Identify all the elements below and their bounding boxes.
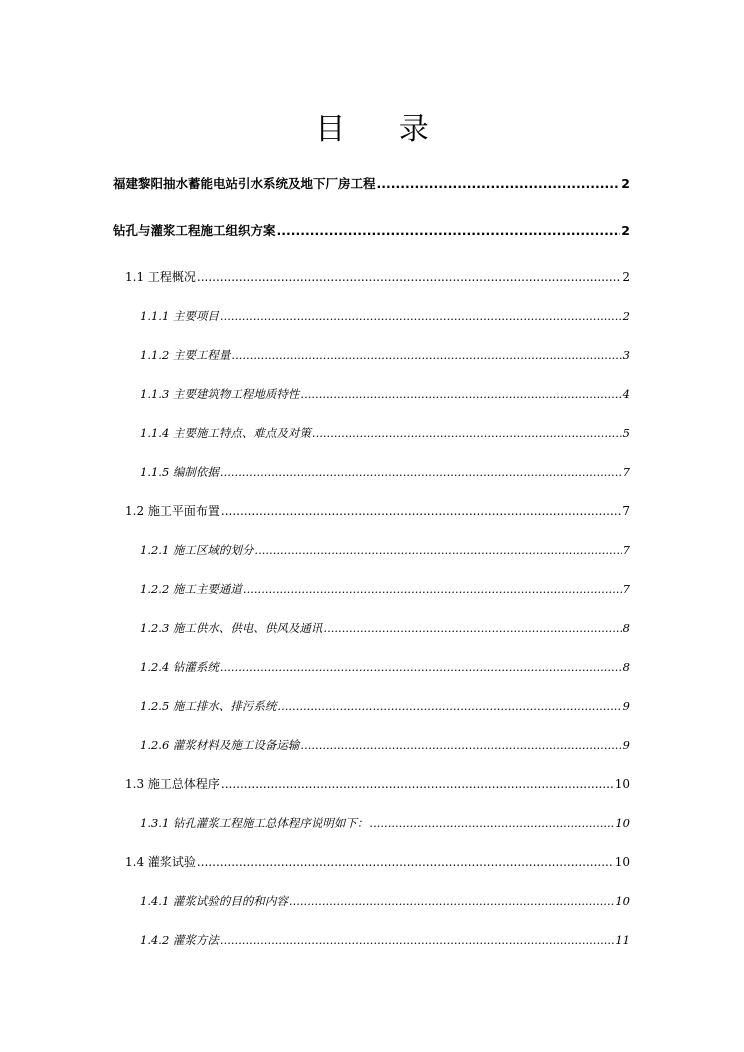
toc-page-number: 2	[621, 223, 630, 238]
toc-dot-leader	[243, 580, 622, 598]
toc-entry[interactable]	[140, 892, 630, 910]
toc-entry-label: 1.2.2 施工主要通道	[140, 582, 242, 596]
toc-entry-label: 1.1.2 主要工程量	[140, 348, 231, 362]
toc-entry-label: 1.2.3 施工供水、供电、供风及通讯	[140, 621, 323, 635]
toc-dot-leader	[289, 892, 614, 910]
toc-entry[interactable]	[140, 736, 630, 754]
toc-page-number: 8	[622, 660, 630, 674]
toc-dot-leader	[300, 736, 621, 754]
toc-entry[interactable]	[140, 931, 630, 949]
toc-page-number: 2	[621, 176, 630, 191]
toc-page-number: 10	[614, 855, 630, 869]
toc-page-number: 10	[614, 777, 630, 791]
toc-dot-leader	[231, 346, 621, 364]
toc-entry-label: 1.1.3 主要建筑物工程地质特性	[140, 387, 300, 401]
toc-entry[interactable]	[125, 853, 630, 871]
page-title: 目 录	[315, 112, 451, 147]
toc-entry[interactable]	[113, 222, 630, 240]
toc-dot-leader	[254, 541, 621, 559]
toc-entry[interactable]	[140, 463, 630, 481]
toc-entry-label: 1.1.5 编制依据	[140, 465, 219, 479]
toc-dot-leader	[323, 619, 621, 637]
toc-entry-label: 钻孔与灌浆工程施工组织方案	[113, 223, 276, 238]
toc-page-number: 7	[622, 504, 630, 518]
toc-page-number: 2	[622, 270, 630, 284]
toc-page-number: 8	[622, 621, 630, 635]
toc-entry-label: 1.2.1 施工区域的划分	[140, 543, 254, 557]
toc-entry[interactable]	[140, 697, 630, 715]
toc-dot-leader	[220, 931, 614, 949]
toc-dot-leader	[197, 268, 621, 286]
toc-page-number: 10	[615, 894, 630, 908]
toc-page-number: 5	[622, 426, 630, 440]
toc-entry[interactable]	[140, 385, 630, 403]
toc-entry-label: 1.2 施工平面布置	[125, 504, 220, 518]
toc-dot-leader	[220, 463, 622, 481]
toc-page-number: 11	[615, 933, 630, 947]
toc-entry[interactable]	[140, 541, 630, 559]
toc-dot-leader	[197, 853, 614, 871]
toc-page-number: 9	[622, 738, 630, 752]
toc-entry-label: 1.2.4 钻灌系统	[140, 660, 219, 674]
toc-dot-leader	[277, 222, 621, 240]
toc-dot-leader	[377, 175, 621, 193]
toc-dot-leader	[221, 502, 621, 520]
toc-dot-leader	[300, 385, 621, 403]
toc-page-number: 7	[622, 543, 630, 557]
toc-entry[interactable]	[125, 268, 630, 286]
toc-entry[interactable]	[140, 307, 630, 325]
toc-entry-label: 1.1 工程概况	[125, 270, 196, 284]
toc-entry[interactable]	[140, 619, 630, 637]
toc-entry-label: 福建黎阳抽水蓄能电站引水系统及地下厂房工程	[113, 176, 376, 191]
toc-entry[interactable]	[140, 346, 630, 364]
toc-entry[interactable]	[125, 775, 630, 793]
toc-entry[interactable]	[140, 658, 630, 676]
toc-page-number: 3	[622, 348, 630, 362]
toc-page-number: 2	[622, 309, 630, 323]
toc-dot-leader	[277, 697, 621, 715]
toc-page-number: 10	[615, 816, 630, 830]
toc-entry[interactable]	[140, 814, 630, 832]
toc-entry[interactable]	[113, 175, 630, 193]
toc-entry-label: 1.3.1 钻孔灌浆工程施工总体程序说明如下：	[140, 816, 369, 830]
toc-entry-label: 1.3 施工总体程序	[125, 777, 220, 791]
toc-page-number: 7	[622, 465, 630, 479]
toc-dot-leader	[221, 775, 614, 793]
toc-dot-leader	[220, 307, 622, 325]
toc-entry-label: 1.2.5 施工排水、排污系统	[140, 699, 277, 713]
toc-entry-label: 1.2.6 灌浆材料及施工设备运输	[140, 738, 300, 752]
toc-entry-label: 1.4.1 灌浆试验的目的和内容	[140, 894, 288, 908]
toc-entry[interactable]	[125, 502, 630, 520]
toc-page-number: 4	[622, 387, 630, 401]
toc-dot-leader	[369, 814, 614, 832]
toc-page-number: 7	[622, 582, 630, 596]
toc-entry-label: 1.1.4 主要施工特点、难点及对策	[140, 426, 311, 440]
toc-entry-label: 1.4 灌浆试验	[125, 855, 196, 869]
toc-dot-leader	[312, 424, 622, 442]
toc-entry[interactable]	[140, 580, 630, 598]
toc-entry[interactable]	[140, 424, 630, 442]
toc-entry-label: 1.1.1 主要项目	[140, 309, 219, 323]
toc-page-number: 9	[622, 699, 630, 713]
toc-entry-label: 1.4.2 灌浆方法	[140, 933, 219, 947]
toc-dot-leader	[220, 658, 622, 676]
